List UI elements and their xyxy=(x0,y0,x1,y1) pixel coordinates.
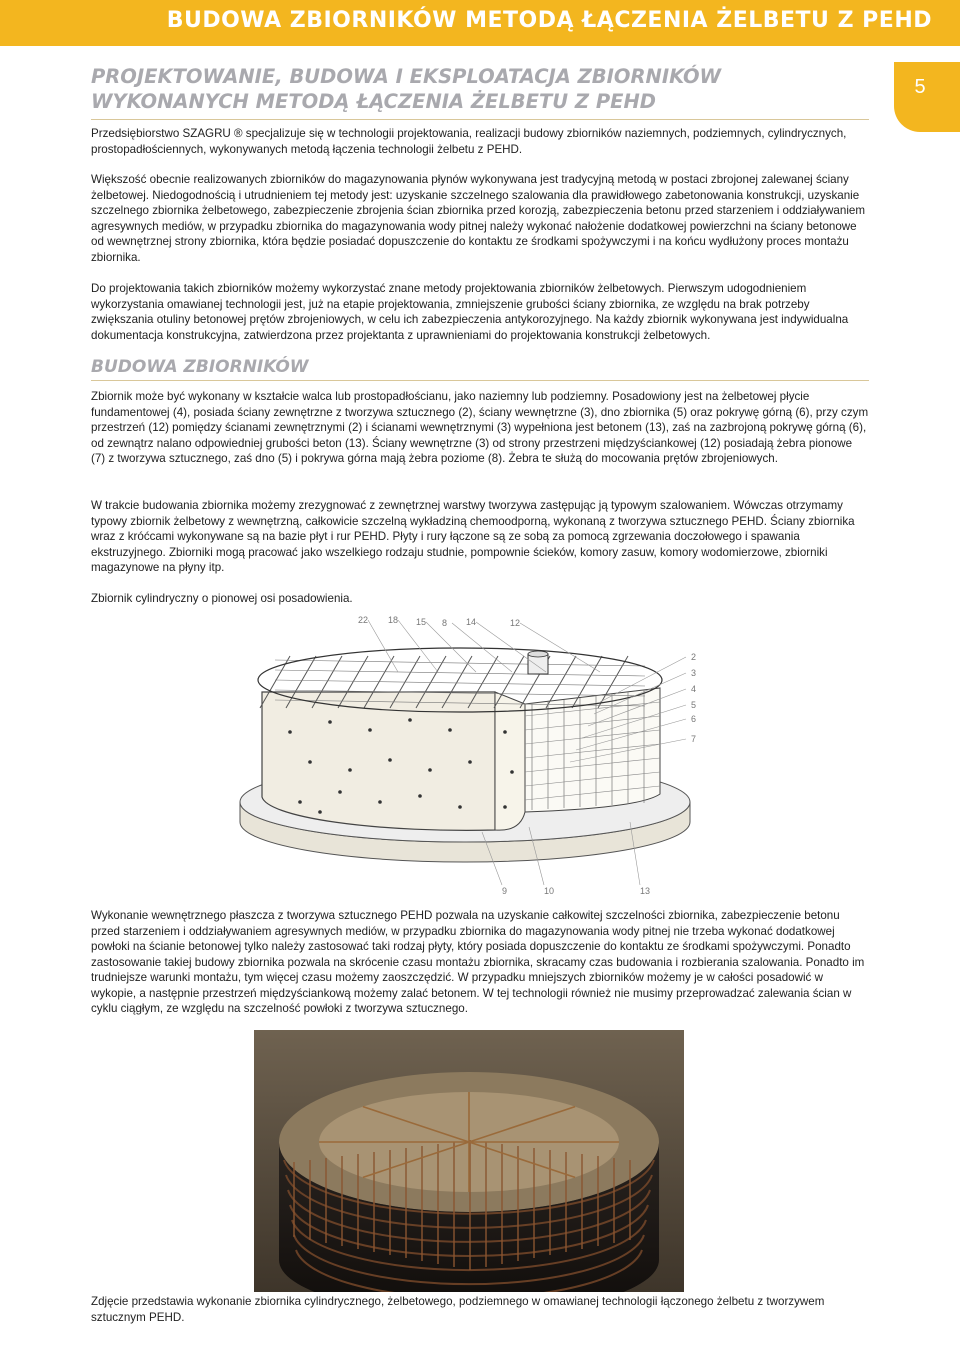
header-banner xyxy=(0,0,960,46)
section-divider xyxy=(91,380,869,381)
construction-photo xyxy=(254,1030,684,1292)
diagram-label-9: 9 xyxy=(502,886,508,896)
diagram-label-7: 7 xyxy=(690,734,696,744)
diagram-label-2: 2 xyxy=(690,652,696,662)
diagram-caption: Zbiornik cylindryczny o pionowej osi posadowienia. xyxy=(91,592,353,605)
page-number: 5 xyxy=(914,76,926,98)
diagram-label-8: 8 xyxy=(442,618,448,628)
design-paragraph: Do projektowania takich zbiorników możemy wykorzystać znane metody projektowania zbiorników żelbetowych. Pierwszym udogodnieniem wykorzystania omawianej technologii jest, już na etapie projektowania, zmniejszenie grubości ściany zbiornika, ze względu na brak potrzeby zwiększania otuliny betonowej prętów zbrojeniowych, w celu ich zabezpieczenia antykorozyjnego. Na każdy zbiornik wykonywana jest indywidualna dokumentacja konstrukcyjna, zatwierdzona przez projektanta z uprawnieniami do projektowania konstrukcji żelbetowych. xyxy=(91,282,849,342)
pehd-lining-paragraph: Wykonanie wewnętrznego płaszcza z tworzywa sztucznego PEHD pozwala na uzyskanie całkowitej szczelności zbiornika, zabezpieczenie betonu przed starzeniem i oddziaływaniem agresywnych mediów, w przypadku zbiornika do magazynowania wody pitnej nie trzeba wykonać dodatkowej powłoki na ścianie betonowej tylko należy zastosować taki rodzaj płyty, który posiada dopuszczenie do kontaktu ze środkami spożywczymi. Ponadto zastosowanie takiej budowy zbiornika pozwala na skrócenie czasu montażu zbiornika, skracamy czas budowania i rozbierania szalowania. Ponadto im trudniejsze warunki montażu, tym więcej czasu możemy zaoszczędzić. W przypadku mniejszych zbiorników możemy je w całości posadowić w wykopie, a następnie przestrzeń międzyściankową możemy zalać betonem. W tej technologii również nie musimy przeprowadzać zalewania ścian w cyklu ciągłym, ze względu na szczelność powłoki z tworzywa sztucznego. xyxy=(91,909,865,1015)
page-title-line-2: WYKONANYCH METODĄ ŁĄCZENIA ŻELBETU Z PEHD xyxy=(91,90,656,113)
traditional-method-paragraph: Większość obecnie realizowanych zbiorników do magazynowania płynów wykonywana jest tradycyjną metodą w postaci zbrojonej zalewanej ściany żelbetowej. Niedogodnością i utrudnieniem tej metody jest: uzyskanie szczelnego szalowania dla prawidłowego zabetonowania konstrukcji, uzyskanie szczelnego zbiornika żelbetowego, zabezpieczenie zbrojenia ścian zbiornika przed korozją, zabezpieczenia betonu przed starzeniem i oddziaływaniem agresywnych mediów, w przypadku zbiornika do magazynowania wody pitnej należy wykonać nałożenie dodatkowej powierzchni na ściany betonowe od wewnętrznej strony zbiornika, która będzie posiadać dopuszczenie do kontaktu ze środkami spożywczymi i na końcu wydłużony proces montażu zbiornika. xyxy=(91,173,865,264)
diagram-label-5: 5 xyxy=(690,700,696,710)
diagram-label-6: 6 xyxy=(690,714,696,724)
diagram-label-15: 15 xyxy=(416,617,427,627)
diagram-label-4: 4 xyxy=(690,684,696,694)
construction-paragraph: Zbiornik może być wykonany w kształcie walca lub prostopadłościanu, jako naziemny lub podziemny. Posadowiony jest na żelbetowej płycie fundamentowej (4), posiada ściany zewnętrzne z tworzywa sztucznego (2), ściany wewnętrzne (3), dno zbiornika (5) oraz pokrywę górną (6), przy czym przestrzeń (12) pomiędzy ścianami zewnętrznymi (2) i ścianami wewnętrznymi (3) wypełniona jest betonem (13), zaś na zazbrojoną pokrywę górną (6), od zewnątrz nalano odpowiedniej grubości beton (13). Ściany wewnętrzne (3) od strony przestrzeni międzyściankowej (12) posiadają żebra pionowe (7) z tworzywa sztucznego, zaś dno (5) i pokrywa górna mają żebra poziome (8). Żebra te służą do mocowania prętów zbrojeniowych. xyxy=(91,390,869,465)
formwork-paragraph: W trakcie budowania zbiornika możemy zrezygnować z zewnętrznej warstwy tworzywa zastępując ją typowym szalowaniem. Wówczas otrzymamy typowy zbiornik żelbetowy z wewnętrzną, całkowicie szczelną wykładziną chemoodporną, wykonaną z tworzywa sztucznego PEHD. Ściany zbiornika wraz z króćcami wykonywane są na bazie płyt i rur PEHD. Płyty i rury łączone są ze sobą za pomocą zgrzewania doczołowego i spawania ekstruzyjnego. Zbiorniki mogą pracować jako wszelkiego rodzaju studnie, pompownie ścieków, komory zasuw, komory wodomierzowe, zbiorniki magazynowe na płyny itp. xyxy=(91,499,855,574)
tank-diagram xyxy=(220,612,700,902)
header-banner-title: BUDOWA ZBIORNIKÓW METODĄ ŁĄCZENIA ŻELBETU Z PEHD xyxy=(166,8,932,33)
intro-paragraph: Przedsiębiorstwo SZAGRU ® specjalizuje się w technologii projektowania, realizacji budowy zbiorników naziemnych, podziemnych, cylindrycznych, prostopadłościennych, wykonywanych metodą łączenia technologii żelbetu z PEHD. xyxy=(91,127,847,156)
page-title xyxy=(91,64,721,114)
title-divider xyxy=(91,119,869,120)
diagram-label-3: 3 xyxy=(690,668,696,678)
section-heading-budowa: BUDOWA ZBIORNIKÓW xyxy=(91,357,309,377)
diagram-label-12: 12 xyxy=(510,618,521,628)
page-number-tab xyxy=(894,62,960,132)
diagram-label-22: 22 xyxy=(358,615,369,625)
diagram-label-10: 10 xyxy=(544,886,555,896)
diagram-label-14: 14 xyxy=(466,617,477,627)
page-title-line-1: PROJEKTOWANIE, BUDOWA I EKSPLOATACJA ZBIORNIKÓW xyxy=(91,65,722,88)
diagram-label-18: 18 xyxy=(388,615,399,625)
photo-caption: Zdjęcie przedstawia wykonanie zbiornika cylindrycznego, żelbetowego, podziemnego w omawianej technologii łączonego żelbetu z tworzywem sztucznym PEHD. xyxy=(91,1295,825,1324)
diagram-label-13: 13 xyxy=(640,886,651,896)
